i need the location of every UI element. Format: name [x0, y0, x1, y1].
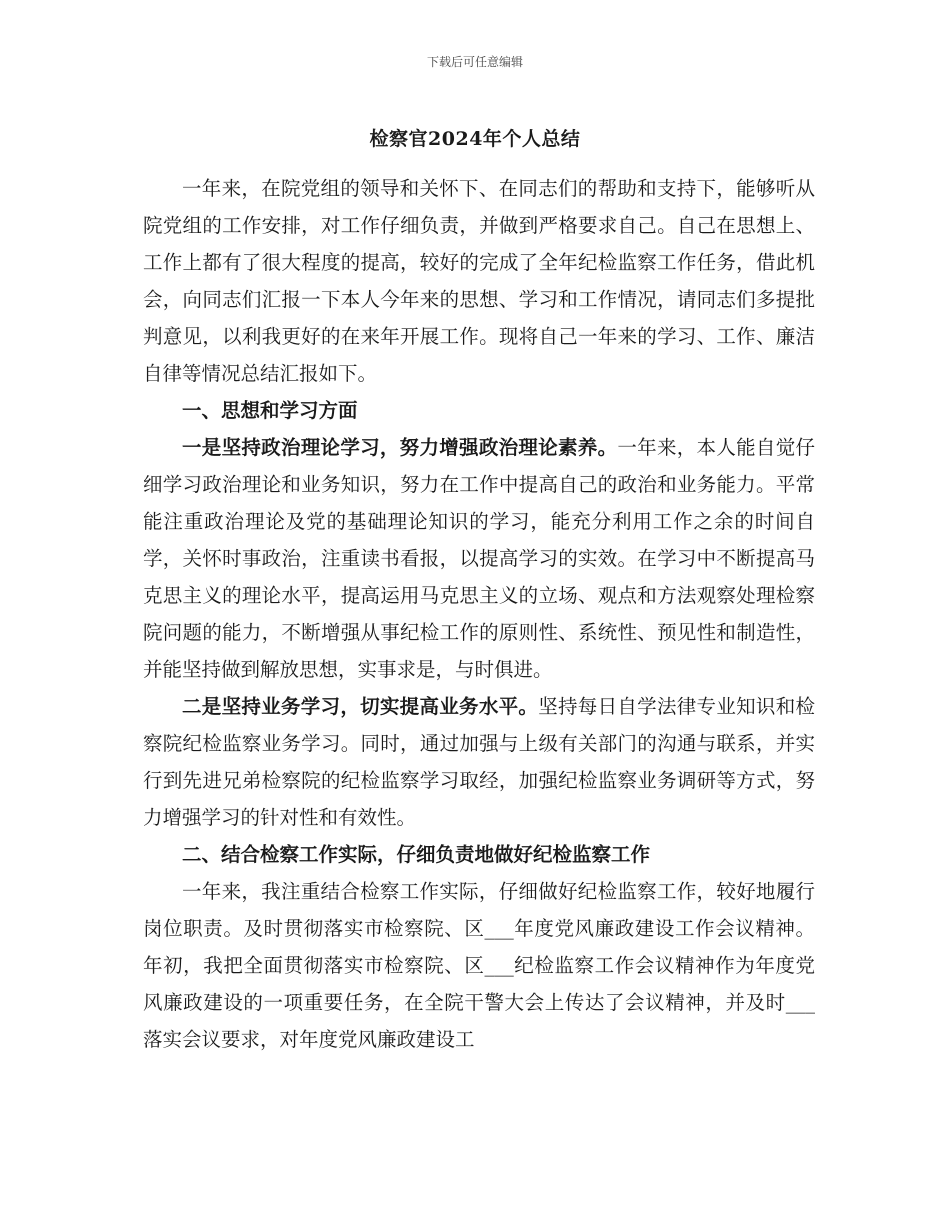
document-title: 检察官2024年个人总结	[369, 128, 581, 150]
section1-paragraph2-lead: 二是坚持业务学习，切实提高业务水平。	[182, 695, 539, 718]
section2-heading: 二、结合检察工作实际，仔细负责地做好纪检监察工作	[182, 843, 651, 866]
section1-paragraph2	[143, 688, 815, 836]
section2-paragraph1: 一年来，我注重结合检察工作实际，仔细做好纪检监察工作，较好地履行岗位职责。及时贯彻落实市检察院、区___年度党风廉政建设工作会议精神。年初，我把全面贯彻落实市检察院、区___纪检监察工作会议精神作为年度党风廉政建设的一项重要任务，在全院干警大会上传达了会议精神，并及时___落实会议要求，对年度党风廉政建设工	[143, 880, 815, 1051]
section1-heading: 一、思想和学习方面	[182, 399, 358, 422]
section1-paragraph1-lead: 一是坚持政治理论学习，努力增强政治理论素养。	[182, 436, 618, 459]
section1-paragraph1-text: 一年来，本人能自觉仔细学习政治理论和业务知识，努力在工作中提高自己的政治和业务能力。平常能注重政治理论及党的基础理论知识的学习，能充分利用工作之余的时间自学，关怀时事政治，注重读书看报，以提高学习的实效。在学习中不断提高马克思主义的理论水平，提高运用马克思主义的立场、观点和方法观察处理检察院问题的能力，不断增强从事纪检工作的原则性、系统性、预见性和制造性，并能坚持做到解放思想，实事求是，与时俱进。	[143, 436, 815, 681]
intro-paragraph: 一年来，在院党组的领导和关怀下、在同志们的帮助和支持下，能够听从院党组的工作安排，对工作仔细负责，并做到严格要求自己。自己在思想上、工作上都有了很大程度的提高，较好的完成了全年纪检监察工作任务，借此机会，向同志们汇报一下本人今年来的思想、学习和工作情况，请同志们多提批判意见，以利我更好的在来年开展工作。现将自己一年来的学习、工作、廉洁自律等情况总结汇报如下。	[143, 177, 815, 385]
document-body	[143, 170, 815, 1058]
section1-paragraph1	[143, 429, 815, 688]
section1-paragraph2-text: 坚持每日自学法律专业知识和检察院纪检监察业务学习。同时，通过加强与上级有关部门的沟通与联系，并实行到先进兄弟检察院的纪检监察学习取经，加强纪检监察业务调研等方式，努力增强学习的针对性和有效性。	[143, 695, 815, 829]
header-note: 下载后可任意编辑	[426, 55, 523, 69]
